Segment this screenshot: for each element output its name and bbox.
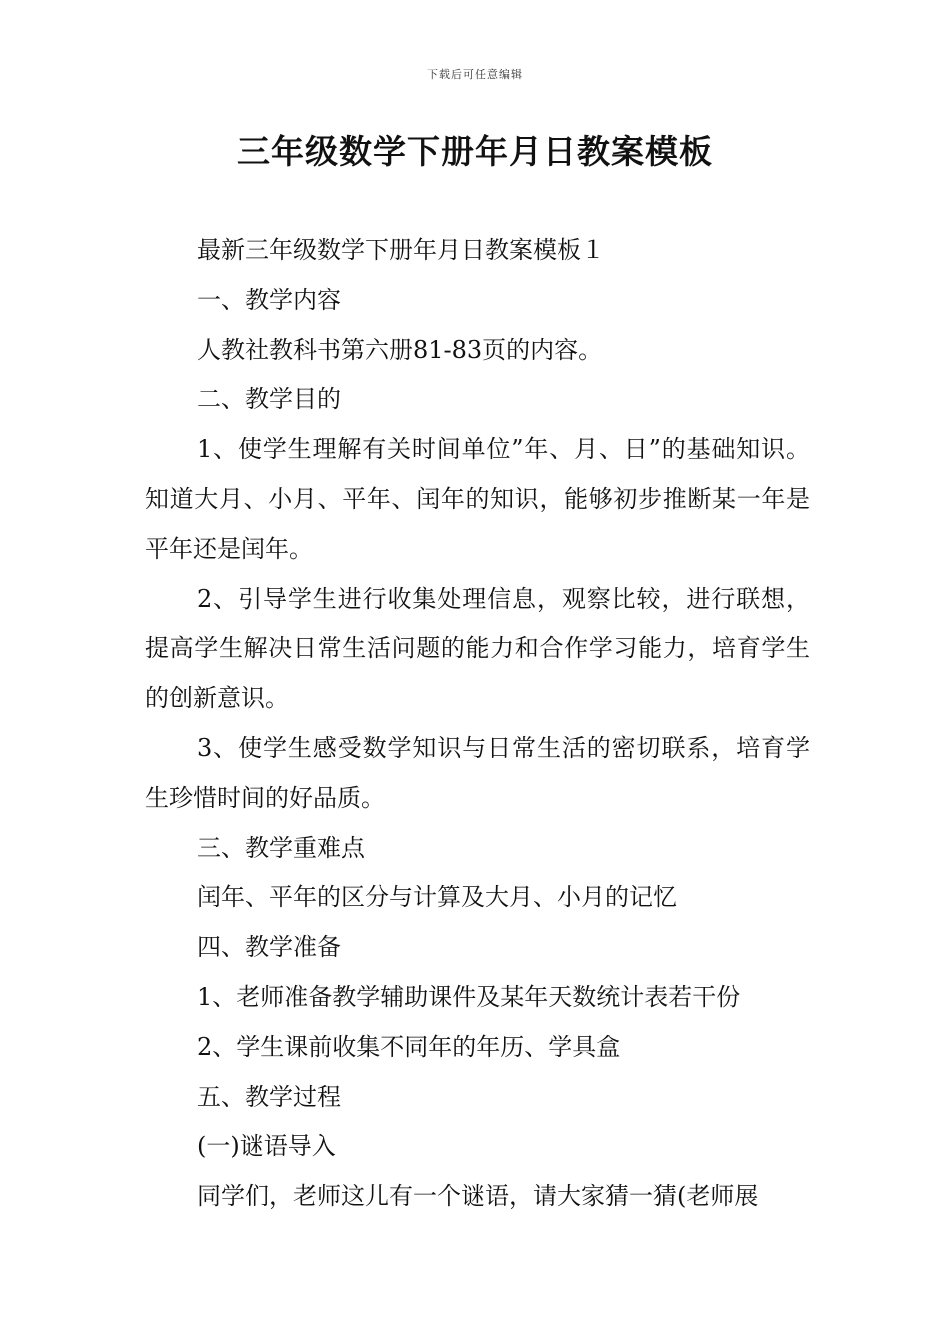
- paragraph-section-1-content: 人教社教科书第六册81-83页的内容。: [197, 335, 603, 364]
- paragraph-riddle-intro: 同学们，老师这儿有一个谜语，请大家猜一猜(老师展: [197, 1182, 759, 1211]
- paragraph-prep-2: 2、学生课前收集不同年的年历、学具盒: [197, 1032, 621, 1061]
- document-title: 三年级数学下册年月日教案模板: [237, 132, 713, 171]
- paragraph-section-3-heading: 三、教学重难点: [197, 833, 365, 862]
- paragraph-section-2-heading: 二、教学目的: [197, 385, 341, 414]
- document-body: [145, 226, 810, 1222]
- paragraph-section-3-content: 闰年、平年的区分与计算及大月、小月的记忆: [197, 883, 677, 912]
- paragraph-goal-1: 1、使学生理解有关时间单位”年、月、日”的基础知识。知道大月、小月、平年、闰年的知识，能够初步推断某一年是平年还是闰年。: [145, 435, 810, 563]
- paragraph-section-4-heading: 四、教学准备: [197, 933, 341, 962]
- header-note: 下载后可任意编辑: [427, 68, 523, 81]
- paragraph-section-1-heading: 一、教学内容: [197, 285, 341, 314]
- paragraph-goal-2: 2、引导学生进行收集处理信息，观察比较，进行联想，提高学生解决日常生活问题的能力和合作学习能力，培育学生的创新意识。: [145, 584, 810, 713]
- paragraph-subtitle: 最新三年级数学下册年月日教案模板１: [197, 236, 605, 264]
- paragraph-section-5-heading: 五、教学过程: [197, 1082, 341, 1111]
- paragraph-prep-1: 1、老师准备教学辅助课件及某年天数统计表若干份: [197, 982, 741, 1011]
- paragraph-subsection-1-heading: (一)谜语导入: [197, 1132, 336, 1161]
- paragraph-goal-3: 3、使学生感受数学知识与日常生活的密切联系，培育学生珍惜时间的好品质。: [145, 733, 810, 812]
